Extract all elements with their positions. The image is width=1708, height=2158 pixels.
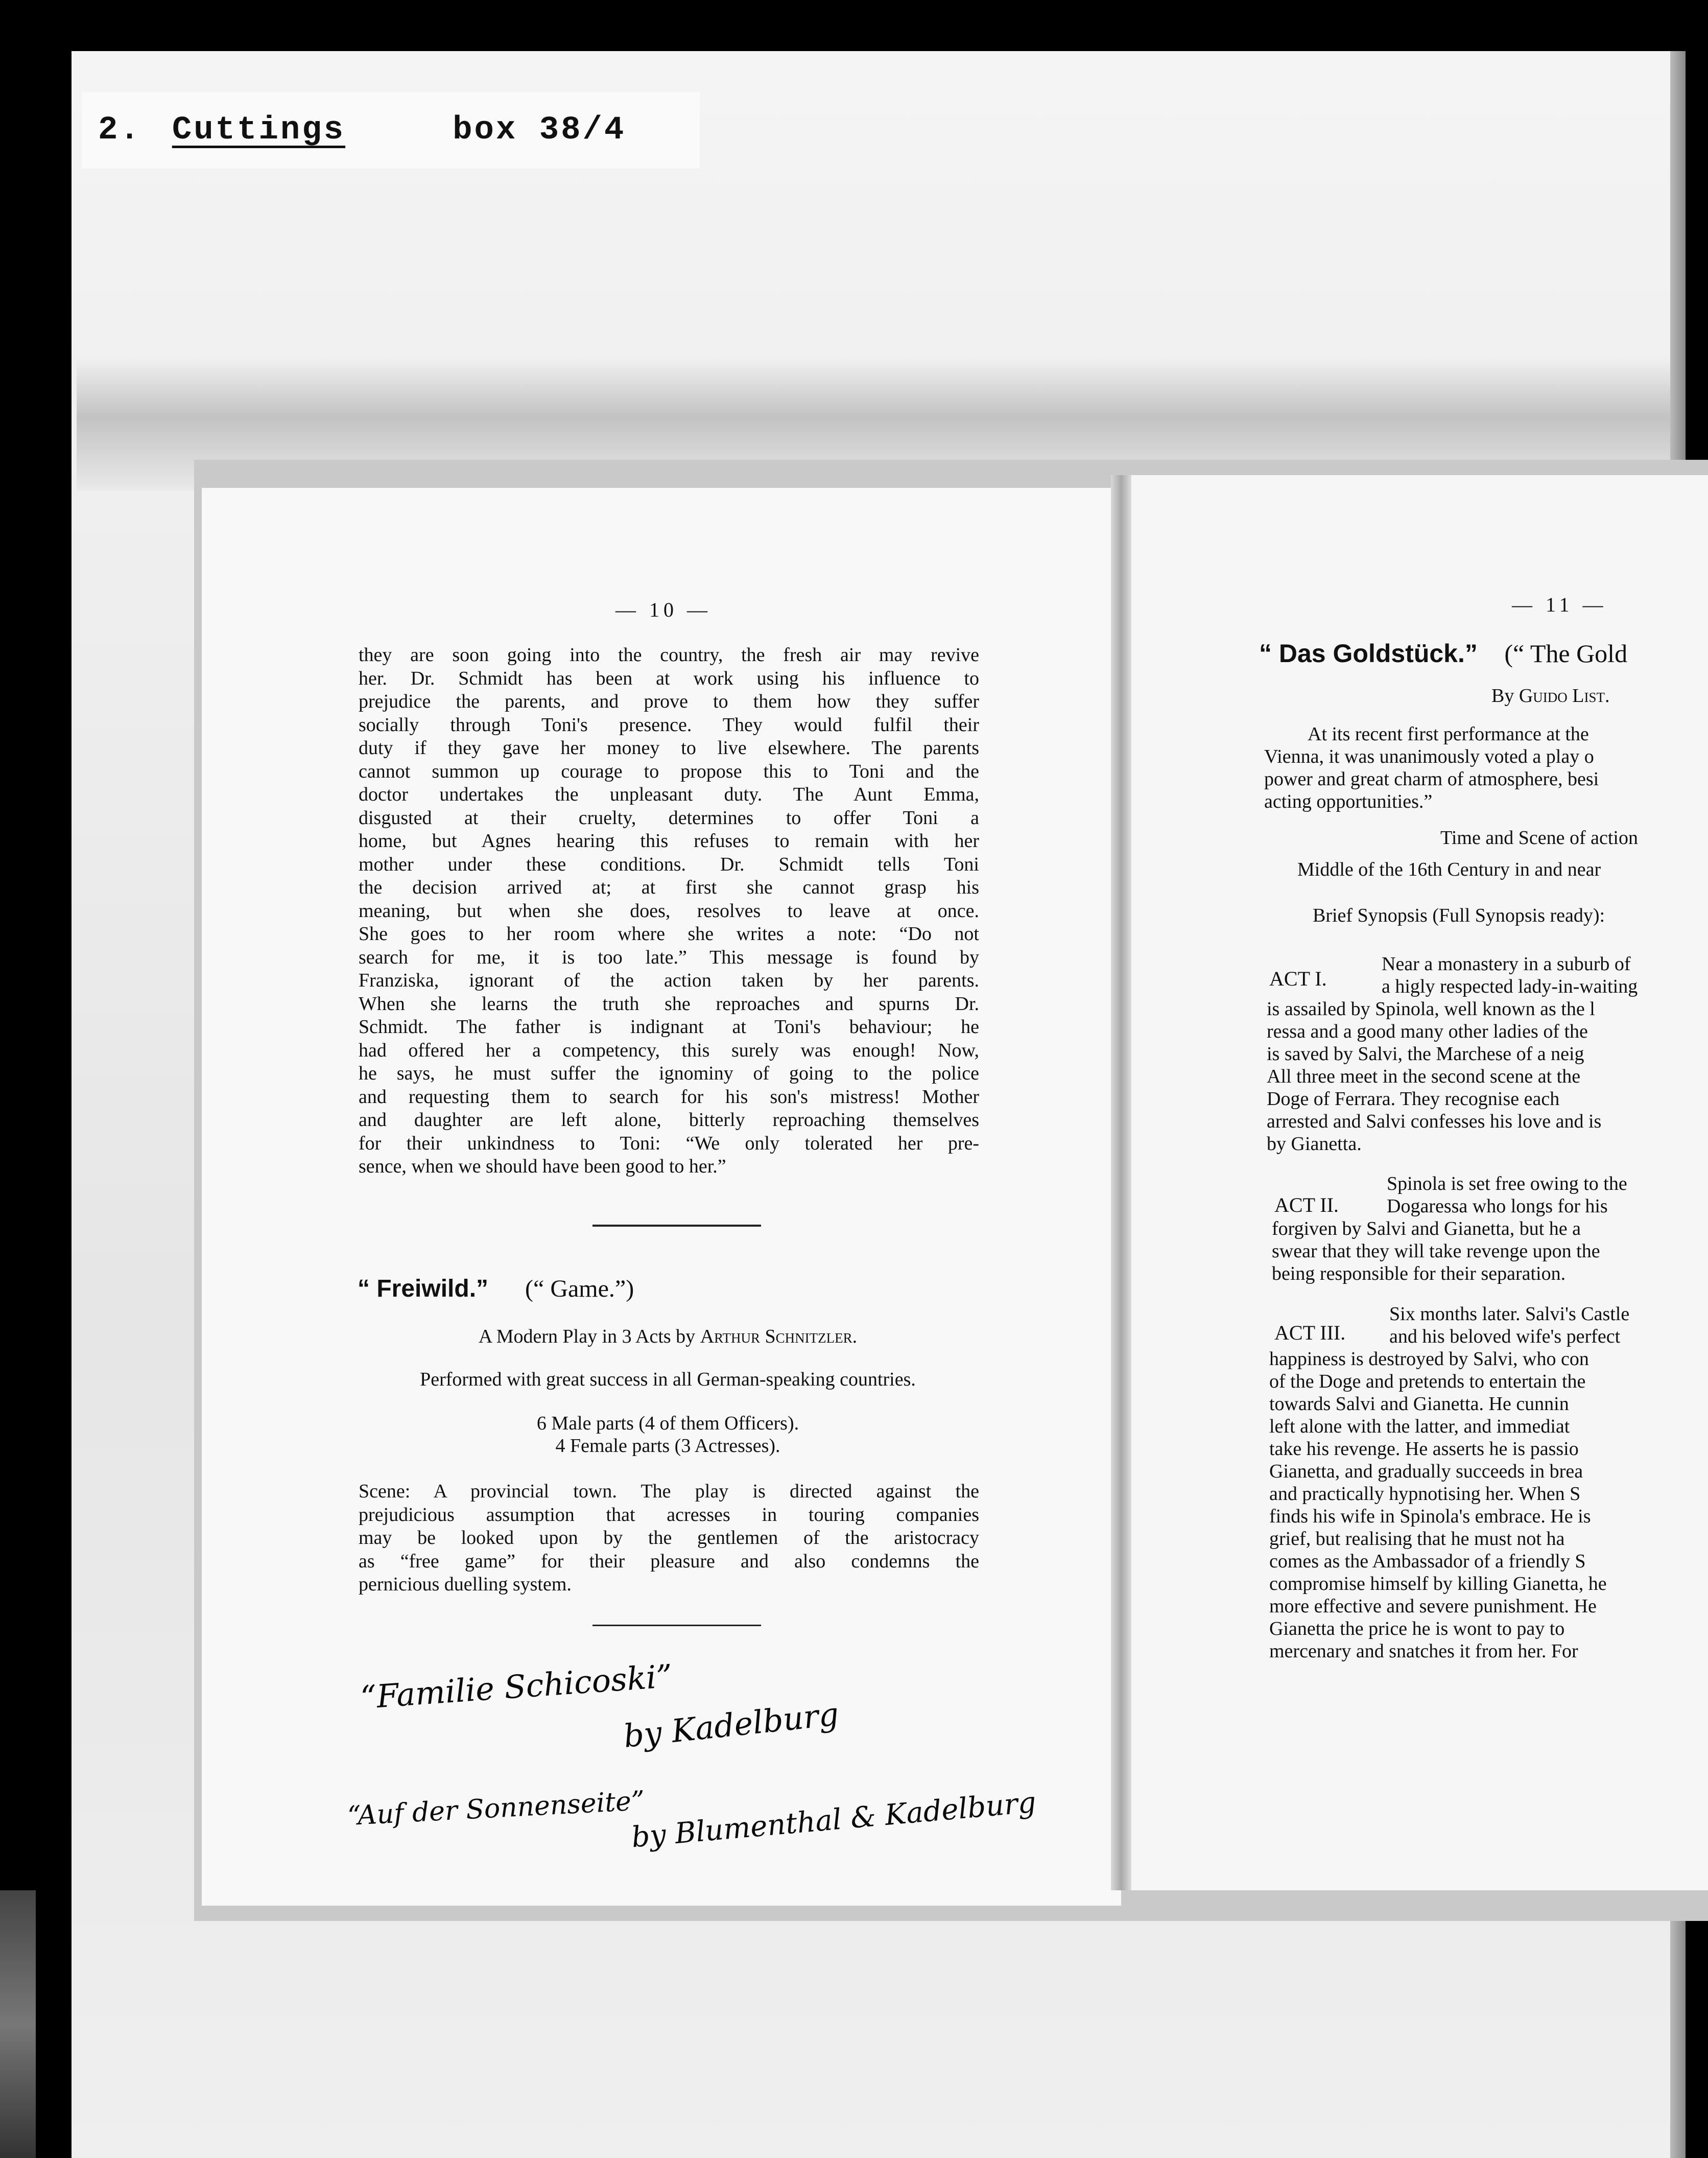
act3-line: and practically hypnotising her. When S bbox=[1269, 1483, 1581, 1505]
act1-line: ressa and a good many other ladies of the bbox=[1267, 1021, 1588, 1042]
label-box: box 38/4 bbox=[453, 112, 626, 149]
synopsis-line: socially through Toni's presence. They would fulfil their bbox=[359, 714, 979, 736]
scene-line: as “free game” for their pleasure and also condemns the bbox=[359, 1550, 979, 1572]
freiwild-author: Arthur Schnitzler. bbox=[700, 1326, 858, 1347]
freiwild-title-en: (“ Game.”) bbox=[525, 1275, 634, 1302]
intro-line: acting opportunities.” bbox=[1264, 791, 1433, 812]
scene-line: Scene: A provincial town. The play is directed against the bbox=[359, 1481, 979, 1502]
act3-line: and his beloved wife's perfect bbox=[1389, 1326, 1621, 1347]
act3-line: Gianetta the price he is wont to pay to bbox=[1269, 1618, 1565, 1639]
intro-line: power and great charm of atmosphere, besi bbox=[1264, 768, 1599, 790]
freiwild-success: Performed with great success in all German-speaking countries. bbox=[420, 1369, 916, 1390]
handwritten-title-1: “Familie Schicoski” bbox=[359, 1657, 674, 1717]
synopsis-line: disgusted at their cruelty, determines to offer Toni a bbox=[359, 807, 979, 829]
synopsis-line: had offered her a competency, this surely was enough! Now, bbox=[359, 1039, 979, 1061]
synopsis-line: they are soon going into the country, the fresh air may revive bbox=[359, 644, 979, 666]
freiwild-subtitle-text: A Modern Play in 3 Acts by bbox=[478, 1326, 696, 1347]
synopsis-line: home, but Agnes hearing this refuses to remain with her bbox=[359, 830, 979, 852]
act1-line: Doge of Ferrara. They recognise each bbox=[1267, 1088, 1560, 1110]
synopsis-line: Schmidt. The father is indignant at Toni's behaviour; he bbox=[359, 1016, 979, 1038]
act2-line: forgiven by Salvi and Gianetta, but he a bbox=[1272, 1218, 1581, 1239]
act1-line: arrested and Salvi confesses his love and is bbox=[1267, 1111, 1602, 1132]
synopsis-line: her. Dr. Schmidt has been at work using his influence to bbox=[359, 667, 979, 689]
synopsis-line: search for me, it is too late.” This message is found by bbox=[359, 946, 979, 968]
act3-line: grief, but realising that he must not ha bbox=[1269, 1528, 1565, 1550]
synopsis-line: duty if they gave her money to live elsewhere. The parents bbox=[359, 737, 979, 759]
act2-line: Dogaressa who longs for his bbox=[1387, 1195, 1608, 1217]
scene-line: may be looked upon by the gentlemen of the aristocracy bbox=[359, 1527, 979, 1549]
synopsis-line: doctor undertakes the unpleasant duty. The Aunt Emma, bbox=[359, 784, 979, 805]
freiwild-female-parts: 4 Female parts (3 Actresses). bbox=[555, 1435, 780, 1457]
goldstueck-title bbox=[1259, 639, 1627, 668]
handwritten-author-1: by Kadelburg bbox=[622, 1695, 841, 1755]
synopsis-line: for their unkindness to Toni: “We only tolerated her pre- bbox=[359, 1132, 979, 1154]
goldstueck-byline bbox=[1491, 685, 1610, 707]
freiwild-title-de: “ Freiwild.” bbox=[358, 1275, 489, 1302]
act3-line: more effective and severe punishment. He bbox=[1269, 1596, 1597, 1617]
act1-line: Near a monastery in a suburb of bbox=[1382, 953, 1631, 975]
intro-line: At its recent first performance at the bbox=[1308, 723, 1589, 745]
synopsis-line: mother under these conditions. Dr. Schmidt tells Toni bbox=[359, 853, 979, 875]
goldstueck-author: Guido List. bbox=[1519, 685, 1610, 707]
goldstueck-title-en: (“ The Gold bbox=[1504, 639, 1628, 668]
handwritten-title-2: “Auf der Sonnenseite” bbox=[346, 1785, 646, 1832]
goldstueck-title-de: “ Das Goldstück.” bbox=[1259, 639, 1478, 668]
synopsis-line: She goes to her room where she writes a note: “Do not bbox=[359, 923, 979, 945]
intro-line: Vienna, it was unanimously voted a play o bbox=[1264, 746, 1594, 767]
freiwild-title bbox=[358, 1275, 634, 1303]
act2-line: being responsible for their separation. bbox=[1272, 1263, 1566, 1284]
label-number: 2. bbox=[98, 112, 141, 149]
section-rule bbox=[592, 1225, 761, 1227]
synopsis-line: and daughter are left alone, bitterly reproaching themselves bbox=[359, 1109, 979, 1131]
label-cuttings: Cuttings bbox=[172, 112, 346, 149]
act1-line: is assailed by Spinola, well known as the l bbox=[1267, 998, 1595, 1020]
synopsis-line: Franziska, ignorant of the action taken by her parents. bbox=[359, 970, 979, 991]
right-page-number: — 11 — bbox=[1512, 593, 1607, 616]
freiwild-subtitle bbox=[358, 1325, 978, 1348]
goldstueck-by: By bbox=[1491, 685, 1514, 707]
act3-line: left alone with the latter, and immediat bbox=[1269, 1416, 1570, 1437]
synopsis-line: he says, he must suffer the ignominy of going to the police bbox=[359, 1063, 979, 1084]
synopsis-line: prejudice the parents, and prove to them how they suffer bbox=[359, 691, 979, 712]
scene-line: pernicious duelling system. bbox=[359, 1574, 572, 1595]
archive-label bbox=[82, 92, 700, 169]
brief-synopsis-heading: Brief Synopsis (Full Synopsis ready): bbox=[1313, 905, 1605, 926]
right-page bbox=[1131, 475, 1708, 1890]
act1-line: is saved by Salvi, the Marchese of a neig bbox=[1267, 1043, 1584, 1065]
act3-line: take his revenge. He asserts he is passio bbox=[1269, 1438, 1579, 1460]
act1-line: by Gianetta. bbox=[1267, 1133, 1362, 1155]
synopsis-line: the decision arrived at; at first she cannot grasp his bbox=[359, 877, 979, 898]
synopsis-line: When she learns the truth she reproaches and spurns Dr. bbox=[359, 993, 979, 1015]
left-page-number: — 10 — bbox=[615, 598, 711, 621]
freiwild-male-parts: 6 Male parts (4 of them Officers). bbox=[536, 1413, 799, 1434]
act1-line: a higly respected lady-in-waiting bbox=[1382, 976, 1638, 997]
act3-line: compromise himself by killing Gianetta, he bbox=[1269, 1573, 1607, 1594]
synopsis-line: meaning, but when she does, resolves to leave at once. bbox=[359, 900, 979, 922]
synopsis-line: sence, when we should have been good to her.” bbox=[359, 1156, 726, 1177]
act3-label: ACT III. bbox=[1274, 1321, 1346, 1344]
act2-label: ACT II. bbox=[1274, 1193, 1339, 1216]
act3-line: Gianetta, and gradually succeeds in brea bbox=[1269, 1461, 1583, 1482]
act3-line: towards Salvi and Gianetta. He cunnin bbox=[1269, 1393, 1569, 1415]
booklet-gutter bbox=[1111, 475, 1131, 1890]
act3-line: Six months later. Salvi's Castle bbox=[1389, 1303, 1630, 1325]
act1-label: ACT I. bbox=[1269, 967, 1327, 990]
dark-strip bbox=[0, 1890, 36, 2158]
left-synopsis-text bbox=[359, 644, 979, 1179]
freiwild-scene bbox=[359, 1480, 979, 1597]
act2-line: Spinola is set free owing to the bbox=[1387, 1173, 1627, 1194]
act3-line: comes as the Ambassador of a friendly S bbox=[1269, 1551, 1586, 1572]
synopsis-line: and requesting them to search for his son's mistress! Mother bbox=[359, 1086, 979, 1108]
act3-line: of the Doge and pretends to entertain the bbox=[1269, 1371, 1586, 1392]
act2-line: swear that they will take revenge upon the bbox=[1272, 1240, 1600, 1262]
handwritten-author-2: by Blumenthal & Kadelburg bbox=[630, 1786, 1038, 1855]
synopsis-line: cannot summon up courage to propose this to Toni and the bbox=[359, 760, 979, 782]
scene-line: prejudicious assumption that acresses in touring companies bbox=[359, 1504, 979, 1526]
left-page bbox=[202, 488, 1121, 1906]
act3-line: happiness is destroyed by Salvi, who con bbox=[1269, 1348, 1589, 1370]
act1-line: All three meet in the second scene at the bbox=[1267, 1066, 1581, 1087]
act3-line: finds his wife in Spinola's embrace. He is bbox=[1269, 1506, 1591, 1527]
time-scene-heading: Time and Scene of action bbox=[1440, 827, 1638, 849]
act3-line: mercenary and snatches it from her. For bbox=[1269, 1640, 1578, 1662]
section-rule-2 bbox=[592, 1625, 761, 1626]
time-scene-text: Middle of the 16th Century in and near bbox=[1297, 859, 1601, 880]
